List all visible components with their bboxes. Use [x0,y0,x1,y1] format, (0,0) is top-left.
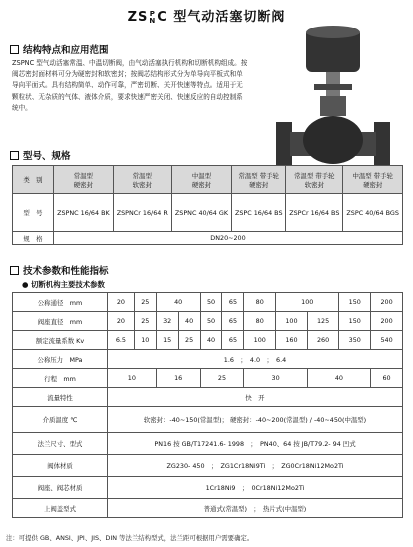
type-cell: 中温型 带手轮 硬密封 [343,166,403,194]
title-prefix: ZS [127,10,149,25]
stroke-cell: 25 [200,369,244,388]
section-box-icon [10,45,19,54]
type-cell: 常温型 带手轮 硬密封 [232,166,286,194]
seat-cell: 125 [307,312,339,331]
seat-cell: 20 [108,312,135,331]
kv-cell: 15 [156,331,178,350]
trim-cell: 1Cr18Ni9 ； 0Cr18Ni12Mo2Ti [108,477,403,499]
trim-label: 阀座、阀芯材质 [13,477,108,499]
seat-cell: 32 [156,312,178,331]
dn-cell: 100 [276,293,339,312]
type-cell: 常温型 带手轮 软密封 [286,166,343,194]
page-title [0,6,413,25]
type-cell: 中温型 硬密封 [171,166,231,194]
seat-cell: 100 [276,312,308,331]
title-suffix: C 型气动活塞切断阀 [157,10,286,25]
kv-cell: 65 [222,331,244,350]
kv-cell: 160 [276,331,308,350]
spec-label-cell: 规 格 [13,232,54,245]
seat-cell: 65 [222,312,244,331]
kv-cell: 10 [134,331,156,350]
pn-cell: 1.6 ； 4.0 ； 6.4 [108,350,403,369]
model-cell: ZSPNC 16/64 BK [54,194,114,232]
kv-cell: 260 [307,331,339,350]
stroke-label: 行程 mm [13,369,108,388]
seat-cell: 200 [371,312,403,331]
temp-cell [108,407,403,433]
section-tech-label: 技术参数和性能指标 [23,266,109,277]
dn-cell: 150 [339,293,371,312]
kv-label: 额定流量系数 Kv [13,331,108,350]
flange-label: 法兰尺寸、型式 [13,433,108,455]
stroke-cell: 10 [108,369,157,388]
dn-cell: 65 [222,293,244,312]
kv-cell: 540 [371,331,403,350]
dn-cell: 40 [156,293,200,312]
bonnet-label: 上阀盖型式 [13,499,108,518]
section-box-icon [10,151,19,160]
model-cell: ZSPC 16/64 BS [232,194,286,232]
type-cell: 常温型 硬密封 [54,166,114,194]
tech-subheading: ● 切断机构主要技术参数 [22,280,105,289]
title-n: N [149,16,157,25]
model-cell: ZSPNC 40/64 GK [171,194,231,232]
stroke-cell: 30 [244,369,307,388]
seat-cell: 150 [339,312,371,331]
dn-cell: 50 [200,293,222,312]
stroke-cell: 40 [307,369,370,388]
flange-cell: PN16 按 GB/T17241.6- 1998 ； PN40、64 按 JB/T79.2- 94 凹式 [108,433,403,455]
dn-cell: 80 [244,293,276,312]
temp-label: 介质温度 ℃ [13,407,108,433]
seat-cell: 40 [178,312,200,331]
valve-photo [268,24,398,174]
body-cell: ZG230- 450 ； ZG1Cr18Ni9Ti ； ZG0Cr18Ni12Mo2Ti [108,455,403,477]
title-p: P [149,9,156,18]
kv-cell: 350 [339,331,371,350]
kv-cell: 100 [244,331,276,350]
kv-cell: 25 [178,331,200,350]
flow-label: 流量特性 [13,388,108,407]
section-model-label: 型号、规格 [23,151,71,162]
section-structure [10,42,109,56]
seat-cell: 25 [134,312,156,331]
bonnet-cell: 普通式(常温型) ； 热片式(中温型) [108,499,403,518]
section-box-icon [10,266,19,275]
type-label-cell: 类 别 [13,166,54,194]
dn-cell: 20 [108,293,135,312]
model-label-cell: 型 号 [13,194,54,232]
section-tech [10,263,109,277]
body-label: 阀体材质 [13,455,108,477]
temp-soft: 软密封：-40~150(常温型)； [143,416,228,424]
stroke-cell: 16 [156,369,200,388]
footnote: 注：可提供 GB、ANSI、JPI、JIS、DIN 等法兰结构型式，法兰距可根据用户需要确定。 [6,534,254,542]
tech-table [12,292,403,518]
model-table [12,165,403,245]
flow-cell: 快 开 [108,388,403,407]
stroke-cell: 60 [371,369,403,388]
kv-cell: 40 [200,331,222,350]
model-cell: ZSPC 40/64 BGS [343,194,403,232]
seat-label: 阀座直径 mm [13,312,108,331]
kv-cell: 6.5 [108,331,135,350]
title-pn [149,11,156,25]
section-model [10,148,71,162]
dn-cell: 25 [134,293,156,312]
model-cell: ZSPCr 16/64 BS [286,194,343,232]
dn-cell: 200 [371,293,403,312]
type-cell: 常温型 软密封 [113,166,171,194]
seat-cell: 50 [200,312,222,331]
spec-cell: DN20~200 [54,232,403,245]
section-structure-label: 结构特点和应用范围 [23,45,109,56]
temp-hard: 硬密封：-40~200(常温型) / -40~450(中温型) [230,416,367,424]
dn-label: 公称通径 mm [13,293,108,312]
model-cell: ZSPNCr 16/64 R [113,194,171,232]
description: ZSPNC 型气动活塞常温、中温切断阀，由气动活塞执行机构和切断机构组成。按阀芯密封面材料可分为硬密封和软密封；按阀芯结构形式分为单导向平板式和单导向平面式。具有结构简单、动作可靠，严密切断、关开快速等特点。适用于无颗粒状、无杂质的气体、液体介质，要求快速严密关闭、快速反应的自动控制系统中。 [12,59,248,112]
seat-cell: 80 [244,312,276,331]
pn-label: 公称压力 MPa [13,350,108,369]
